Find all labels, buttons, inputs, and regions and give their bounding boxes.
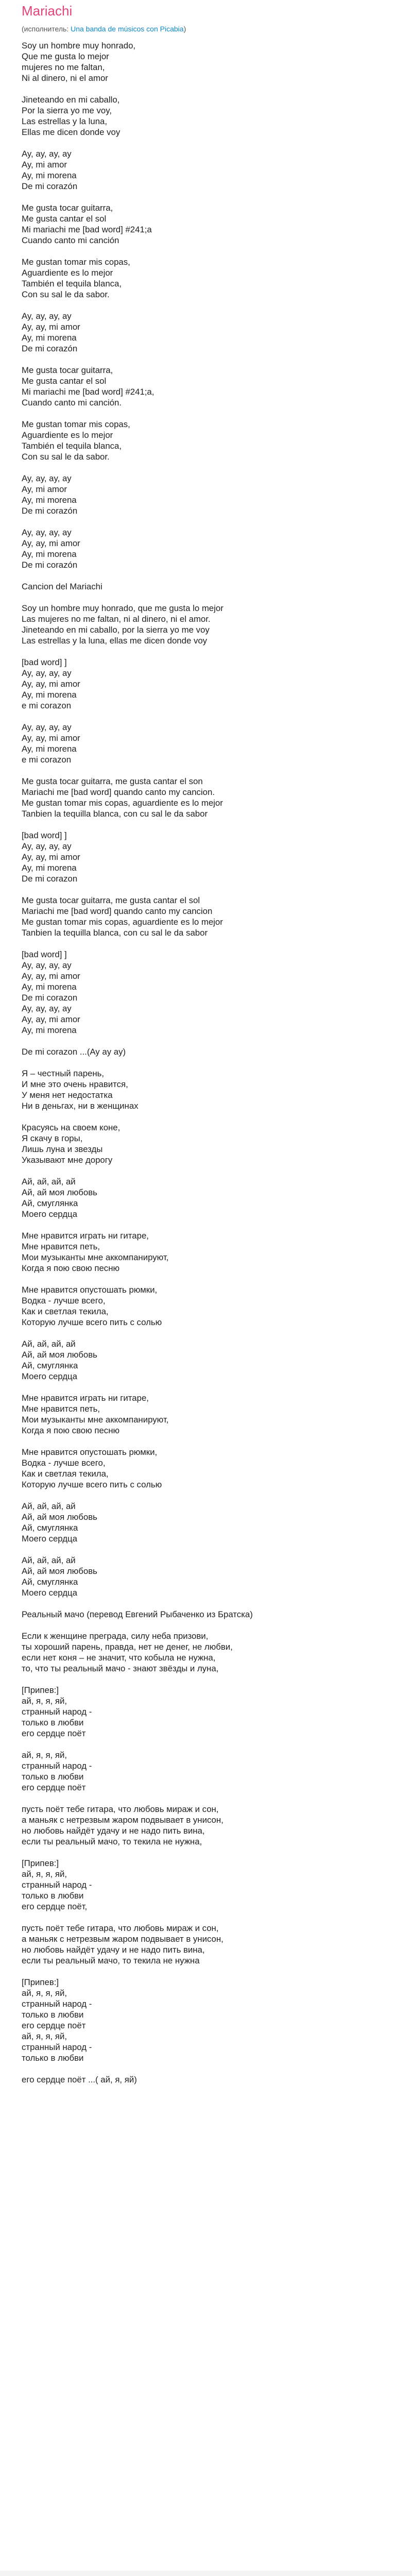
song-title: Mariachi [22,3,73,19]
footer-band [0,2571,412,2576]
artist-line [22,25,186,33]
artist-suffix: ) [183,25,186,33]
artist-link[interactable]: Una banda de músicos con Picabia [71,25,184,33]
artist-prefix: (исполнитель: [22,25,71,33]
lyrics-text: Soy un hombre muy honrado, Que me gusta lo mejor mujeres no me faltan, Ni al dinero, ni el amor Jineteando en mi caballo, Por la sierra yo me voy, Las estrellas y la luna, Ellas me dicen donde voy Ay, ay, ay, ay Ay, mi amor Ay, mi morena De mi corazón Me gusta tocar guitarra, Me gusta cantar el sol Mi mariachi me [bad word] #241;a Cuando canto mi canción Me gustan tomar mis copas, Aguardiente es lo mejor También el tequila blanca, Con su sal le da sabor. Ay, ay, ay, ay Ay, ay, mi amor Ay, mi morena De mi corazón Me gusta tocar guitarra, Me gusta cantar el sol Mi mariachi me [bad word] #241;a, Cuando canto mi canción. Me gustan tomar mis copas, Aguardiente es lo mejor También el tequila blanca, Con su sal le da sabor. Ay, ay, ay, ay Ay, mi amor Ay, mi morena De mi corazón Ay, ay, ay, ay Ay, ay, mi amor Ay, mi morena De mi corazón Cancion del Mariachi Soy un hombre muy honrado, que me gusta lo mejor Las mujeres no me faltan, ni al dinero, ni el amor. Jineteando en mi caballo, por la sierra yo me voy Las estrellas y la luna, ellas me dicen donde voy [bad word] ] Ay, ay, ay, ay Ay, ay, mi amor Ay, mi morena e mi corazon Ay, ay, ay, ay Ay, ay, mi amor Ay, mi morena e mi corazon Me gusta tocar guitarra, me gusta cantar el son Mariachi me [bad word] quando canto my cancion. Me gustan tomar mis copas, aguardiente es lo mejor Tanbien la tequilla blanca, con cu sal le da sabor [bad word] ] Ay, ay, ay, ay Ay, ay, mi amor Ay, mi morena De mi corazon Me gusta tocar guitarra, me gusta cantar el sol Mariachi me [bad word] quando canto my cancion Me gustan tomar mis copas, aguardiente es lo mejor Tanbien la tequilla blanca, con cu sal le da sabor [bad word] ] Ay, ay, ay, ay Ay, ay, mi amor Ay, mi morena De mi corazon Ay, ay, ay, ay Ay, ay, mi amor Ay, mi morena De mi corazon ...(Ay ay ay) Я – честный парень, И мне это очень нравится, У меня нет недостатка Ни в деньгах, ни в женщинах Красуясь на своем коне, Я скачу в горы, Лишь луна и звезды Указывают мне дорогу Ай, ай, ай, ай Ай, ай моя любовь Ай, смуглянка Моего сердца Мне нравится играть ни гитаре, Мне нравится петь, Мои музыканты мне аккомпанируют, Когда я пою свою песню Мне нравится опустошать рюмки, Водка - лучше всего, Как и светлая текила, Которую лучше всего пить с солью Ай, ай, ай, ай Ай, ай моя любовь Ай, смуглянка Моего сердца Мне нравится играть ни гитаре, Мне нравится петь, Мои музыканты мне аккомпанируют, Когда я пою свою песню Мне нравится опустошать рюмки, Водка - лучше всего, Как и светлая текила, Которую лучше всего пить с солью Ай, ай, ай, ай Ай, ай моя любовь Ай, смуглянка Моего сердца Ай, ай, ай, ай Ай, ай моя любовь Ай, смуглянка Моего сердца Реальный мачо (перевод Евгений Рыбаченко из Братска) Если к женщине преграда, силу неба призови, ты хороший парень, правда, нет не денег, не любви, если нет коня – не значит, что кобыла не нужна, то, что ты реальный мачо - знают звёзды и луна, [Припев:] ай, я, я, яй, странный народ - только в любви его сердце поёт ай, я, я, яй, странный народ - только в любви его сердце поёт пусть поёт тебе гитара, что любовь мираж и сон, а маньяк с нетрезвым жаром подвывает в унисон, но любовь найдёт удачу и не надо пить вина, если ты реальный мачо, то текила не нужна, [Припев:] ай, я, я, яй, странный народ - только в любви его сердце поёт, пусть поёт тебе гитара, что любовь мираж и сон, а маньяк с нетрезвым жаром подвывает в унисон, но любовь найдёт удачу и не надо пить вина, если ты реальный мачо, то текила не нужна [Припев:] ай, я, я, яй, странный народ - только в любви его сердце поёт ай, я, я, яй, странный народ - только в любви его сердце поёт ...( ай, я, яй) [22,41,253,2084]
